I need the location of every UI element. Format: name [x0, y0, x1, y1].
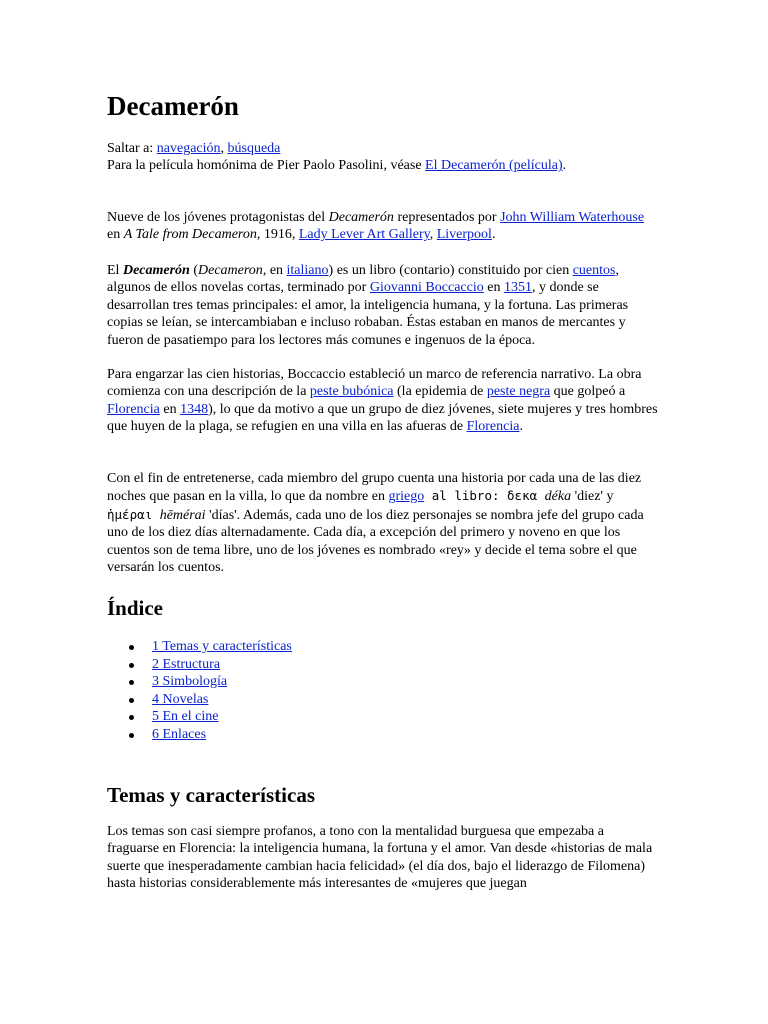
bullet-icon [129, 680, 134, 685]
temas-paragraph: Los temas son casi siempre profanos, a tono con la mentalidad burguesa que empezaba a fraguarse en Florencia: la inteligencia humana, la fortuna y el amor. Van desde «historias de mala suerte que inesperadamente cambian hacia felicidad» (el día dos, bajo el liderazgo de Filomena) hasta historias considerablemente más interesantes de «mujeres que juegan [107, 824, 653, 892]
name-paragraph: Con el fin de entretenerse, cada miembro del grupo cuenta una historia por cada una de las diez noches que pasan en la villa, lo que da nombre en griego al libro: δεκα déka 'diez' y ἡμέραι hēmérai 'días'. Además, cada uno de los diez personajes se nombra jefe del grupo cada uno de los diez días alternadamente. Cada día, a excepción del primero y noveno en que los cuentos son de tema libre, uno de los jóvenes es nombrado «rey» y decide el tema sobre el que versarán los cuentos. [107, 471, 644, 576]
toc-item [107, 656, 292, 674]
gallery-link[interactable]: Lady Lever Art Gallery [298, 227, 430, 243]
book-title-bold: Decamerón [122, 263, 190, 278]
bullet-icon [129, 715, 134, 720]
florencia-link-2[interactable]: Florencia [466, 419, 520, 435]
toc-item [107, 691, 292, 709]
waterhouse-link[interactable]: John William Waterhouse [500, 210, 645, 225]
peste-bubonica-link[interactable]: peste bubónica [309, 384, 394, 400]
film-link[interactable]: El Decamerón (película) [425, 158, 563, 174]
boccaccio-link[interactable]: Giovanni Boccaccio [369, 280, 484, 296]
toc-item [107, 638, 292, 656]
italiano-link[interactable]: italiano [286, 263, 329, 278]
disambiguation-note: Para la película homónima de Pier Paolo Pasolini, véase El Decamerón (película). [107, 158, 567, 174]
cuentos-link[interactable]: cuentos [572, 263, 616, 278]
jump-separator: , [220, 141, 228, 156]
toc-link-cine[interactable]: 5 En el cine [152, 709, 219, 724]
toc-link-enlaces[interactable]: 6 Enlaces [152, 726, 207, 742]
painting-title: A Tale from Decameron [123, 227, 257, 243]
frame-paragraph: Para engarzar las cien historias, Boccaccio estableció un marco de referencia narrativo. La obra comienza con una descripción de la peste bubónica (la epidemia de peste negra que golpeó a Florencia en 1348), lo que da motivo a que un grupo de diez jóvenes, siete mujeres y tres hombres que huyen de la plaga, se refugien en una villa en las afueras de Florencia. [107, 367, 658, 435]
page-title: Decamerón [107, 91, 239, 121]
intro-paragraph: El Decamerón (Decameron, en italiano) es un libro (contario) constituido por cien cuentos, algunos de ellos novelas cortas, terminado por Giovanni Boccaccio en 1351, y donde se desarrollan tres temas principales: el amor, la inteligencia humana, y la fortuna. Las primeras copias se leían, se intercambiaban e incluso robaban. Éstas estaban en manos de mercantes y fueron de pasatiempo para los lectores más comunes e ingenuos de la época. [107, 263, 629, 348]
toc-link-estructura[interactable]: 2 Estructura [152, 656, 221, 672]
bullet-icon [129, 698, 134, 703]
year-1348-link[interactable]: 1348 [180, 401, 209, 417]
section-heading-temas: Temas y características [107, 783, 315, 807]
toc-item [107, 708, 292, 726]
liverpool-link[interactable]: Liverpool [436, 227, 492, 243]
image-caption: Nueve de los jóvenes protagonistas del Decamerón representados por John William Waterhouse en A Tale from Decameron, 1916, Lady Lever Art Gallery, Liverpool. [107, 210, 645, 243]
toc-item [107, 673, 292, 691]
toc-link-temas[interactable]: 1 Temas y características [152, 639, 292, 654]
bullet-icon [129, 733, 134, 738]
search-link[interactable]: búsqueda [227, 141, 281, 156]
toc-item [107, 726, 292, 744]
florencia-link[interactable]: Florencia [107, 401, 160, 417]
jump-links [107, 140, 659, 175]
toc-link-simbologia[interactable]: 3 Simbología [152, 674, 228, 689]
peste-negra-link[interactable]: peste negra [486, 384, 551, 400]
table-of-contents [107, 638, 292, 743]
griego-link[interactable]: griego [388, 489, 425, 505]
jump-prefix: Saltar a: [107, 141, 157, 156]
navigation-link[interactable]: navegación [156, 141, 221, 156]
toc-link-novelas[interactable]: 4 Novelas [152, 691, 209, 707]
bullet-icon [129, 645, 134, 650]
year-1351-link[interactable]: 1351 [503, 280, 532, 296]
caption-title-italic: Decamerón [328, 210, 394, 225]
bullet-icon [129, 663, 134, 668]
toc-heading: Índice [107, 596, 164, 620]
